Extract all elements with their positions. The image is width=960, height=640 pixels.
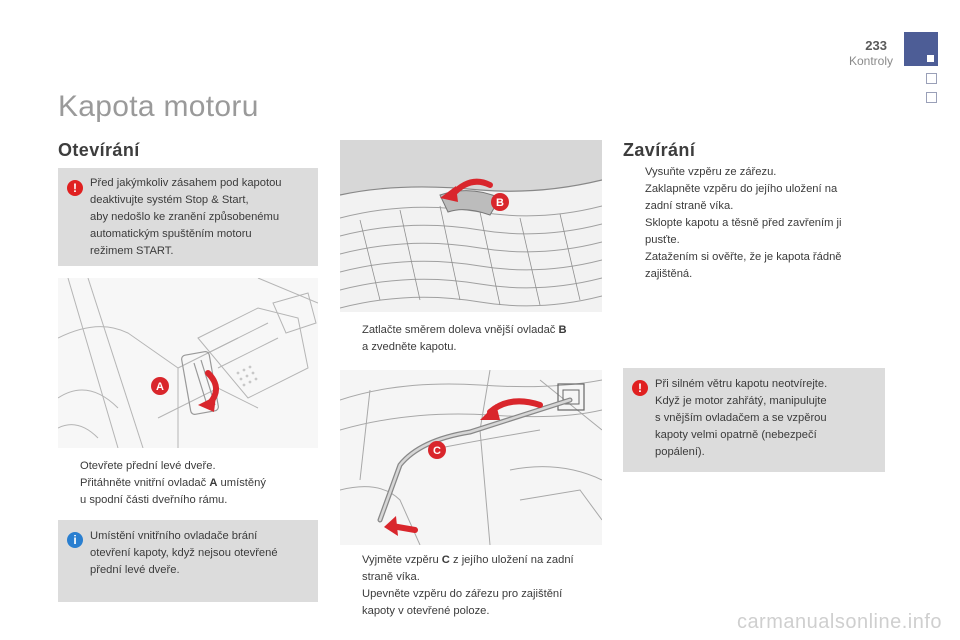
figure-prop-rod xyxy=(340,370,602,545)
note-line: přední levé dveře. xyxy=(90,564,180,576)
figure-grille-lever xyxy=(340,140,602,312)
section-name: Kontroly xyxy=(848,54,893,68)
step-text: pusťte. xyxy=(645,234,680,246)
info-note-opening xyxy=(58,520,318,602)
step-text: Zatlačte směrem doleva vnější ovladač xyxy=(362,324,559,336)
note-line: kapoty velmi opatrně (nebezpečí xyxy=(655,429,817,441)
note-line: Při silném větru kapotu neotvírejte. xyxy=(655,378,828,390)
step-text: zadní straně víka. xyxy=(645,200,734,212)
callout-a: A xyxy=(156,381,164,393)
step-item xyxy=(623,164,885,181)
step-bold: A xyxy=(209,477,218,489)
note-line: deaktivujte systém Stop & Start, xyxy=(90,194,249,206)
step-bold: B xyxy=(558,324,567,336)
step-item xyxy=(623,215,885,249)
warning-note-opening xyxy=(58,168,318,266)
info-icon: i xyxy=(67,532,83,548)
exclamation-icon: ! xyxy=(67,180,83,196)
step-text: Vysuňte vzpěru ze zářezu. xyxy=(645,166,777,178)
note-line: režimem START. xyxy=(90,245,174,257)
step-text: u spodní části dveřního rámu. xyxy=(80,494,228,506)
step-text: umístěný xyxy=(217,477,266,489)
page-number: 233 xyxy=(865,38,887,53)
heading-closing: Zavírání xyxy=(623,140,696,160)
step-text: Sklopte kapotu a těsně před zavřením ji xyxy=(645,217,842,229)
step-text: straně víka. xyxy=(362,571,420,583)
step-text: Upevněte vzpěru do zářezu pro zajištění xyxy=(362,588,563,600)
step-text: Zaklapněte vzpěru do jejího uložení na xyxy=(645,183,838,195)
step-item xyxy=(340,552,602,586)
step-text: zajištěná. xyxy=(645,268,693,280)
step-text: Vyjměte vzpěru xyxy=(362,554,442,566)
step-item xyxy=(340,586,602,620)
note-line: popálení). xyxy=(655,446,705,458)
warning-note-text xyxy=(90,175,306,260)
note-line: otevření kapoty, když nejsou otevřené xyxy=(90,547,278,559)
footer-watermark: carmanualsonline.info xyxy=(736,611,942,633)
note-line: Umístění vnitřního ovladače brání xyxy=(90,530,258,542)
figure-interior-lever xyxy=(58,278,318,448)
square-filled-icon[interactable] xyxy=(904,32,938,66)
step-item xyxy=(58,475,318,509)
step-text: Přitáhněte vnitřní ovladač xyxy=(80,477,210,489)
square-outline-icon[interactable] xyxy=(926,73,937,84)
step-text: Otevřete přední levé dveře. xyxy=(80,460,216,472)
heading-opening: Otevírání xyxy=(58,140,140,160)
step-item xyxy=(340,322,602,356)
step-text: Zatažením si ověřte, že je kapota řádně xyxy=(645,251,842,263)
step-text: z jejího uložení na zadní xyxy=(449,554,574,566)
exclamation-icon: ! xyxy=(632,380,648,396)
step-item xyxy=(623,249,885,283)
steps-prop-rod xyxy=(340,552,602,620)
page-title: Kapota motoru xyxy=(58,90,259,123)
note-line: Když je motor zahřátý, manipulujte xyxy=(655,395,827,407)
step-text: a zvedněte kapotu. xyxy=(362,341,457,353)
step-bold: C xyxy=(441,554,450,566)
note-line: s vnějším ovladačem a se vzpěrou xyxy=(655,412,827,424)
warning-note-closing xyxy=(623,368,885,472)
note-line: aby nedošlo ke zranění způsobenému xyxy=(90,211,280,223)
warning-note-text xyxy=(655,376,873,461)
steps-opening xyxy=(58,458,318,509)
step-outer-lever xyxy=(340,322,602,356)
callout-c: C xyxy=(433,445,441,457)
note-line: Před jakýmkoliv zásahem pod kapotou xyxy=(90,177,282,189)
steps-closing xyxy=(623,164,885,283)
step-item xyxy=(58,458,318,475)
step-item xyxy=(623,181,885,215)
info-note-text xyxy=(90,528,306,579)
step-text: kapoty v otevřené poloze. xyxy=(362,605,490,617)
square-outline-icon[interactable] xyxy=(926,92,937,103)
callout-b: B xyxy=(496,197,504,209)
note-line: automatickým spuštěním motoru xyxy=(90,228,252,240)
